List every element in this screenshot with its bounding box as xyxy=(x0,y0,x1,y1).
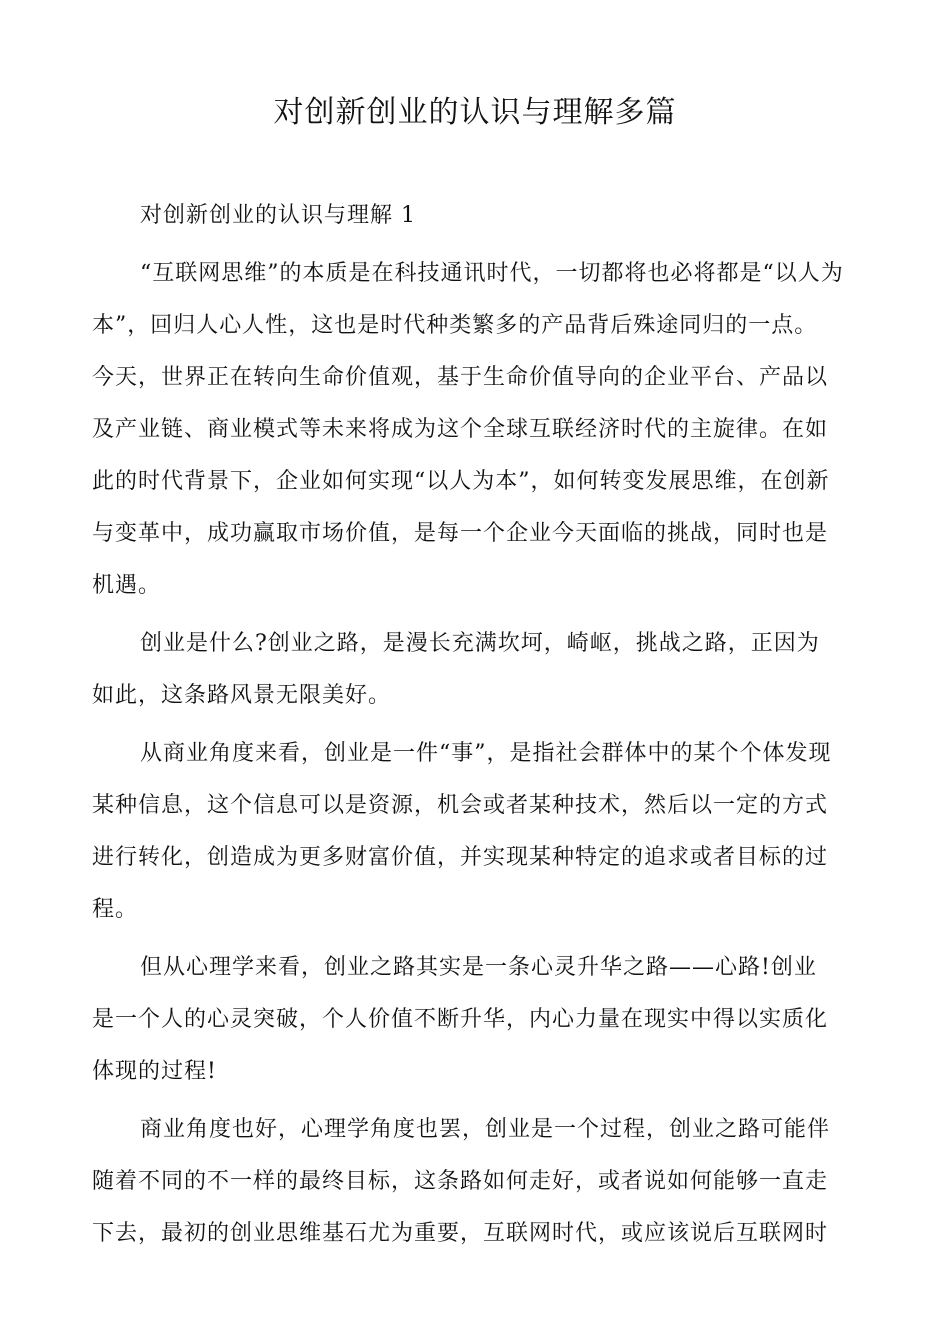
text-line: 程。 xyxy=(92,897,139,922)
text-line: 及产业链、商业模式等未来将成为这个全球互联经济时代的主旋律。在如 xyxy=(92,417,829,442)
text-line: 是一个人的心灵突破，个人价值不断升华，内心力量在现实中得以实质化 xyxy=(92,1007,829,1032)
text-line: 此的时代背景下，企业如何实现“以人为本”，如何转变发展思维，在创新 xyxy=(92,469,830,494)
text-line: 如此，这条路风景无限美好。 xyxy=(92,683,392,708)
text-line: 创业是什么?创业之路，是漫长充满坎坷，崎岖，挑战之路，正因为 xyxy=(140,631,820,656)
section-heading: 对创新创业的认识与理解 1 xyxy=(140,203,416,228)
text-line: 随着不同的不一样的最终目标，这条路如何走好，或者说如何能够一直走 xyxy=(92,1169,829,1194)
text-line: 与变革中，成功赢取市场价值，是每一个企业今天面临的挑战，同时也是 xyxy=(92,521,829,546)
paragraph xyxy=(92,728,858,936)
paragraph xyxy=(92,1104,858,1260)
text-line: 本”，回归人心人性，这也是时代种类繁多的产品背后殊途同归的一点。 xyxy=(92,313,818,338)
text-line: 下去，最初的创业思维基石尤为重要，互联网时代，或应该说后互联网时 xyxy=(92,1221,829,1246)
text-line: 机遇。 xyxy=(92,573,162,598)
paragraph xyxy=(92,248,858,612)
text-line: 体现的过程! xyxy=(92,1059,217,1084)
text-line: 从商业角度来看，创业是一件“事”，是指社会群体中的某个个体发现 xyxy=(140,741,832,766)
paragraph xyxy=(92,942,858,1098)
text-line: 商业角度也好，心理学角度也罢，创业是一个过程，创业之路可能伴 xyxy=(140,1117,831,1142)
text-line: 今天，世界正在转向生命价值观，基于生命价值导向的企业平台、产品以 xyxy=(92,365,829,390)
text-line: 进行转化，创造成为更多财富价值，并实现某种特定的追求或者目标的过 xyxy=(92,845,829,870)
text-line: 但从心理学来看，创业之路其实是一条心灵升华之路——心路!创业 xyxy=(140,955,817,980)
text-line: 某种信息，这个信息可以是资源，机会或者某种技术，然后以一定的方式 xyxy=(92,793,829,818)
document-body xyxy=(92,190,858,1266)
document-title: 对创新创业的认识与理解多篇 xyxy=(273,95,677,130)
paragraph xyxy=(92,618,858,722)
text-line: “互联网思维”的本质是在科技通讯时代，一切都将也必将都是“以人为 xyxy=(140,261,844,286)
